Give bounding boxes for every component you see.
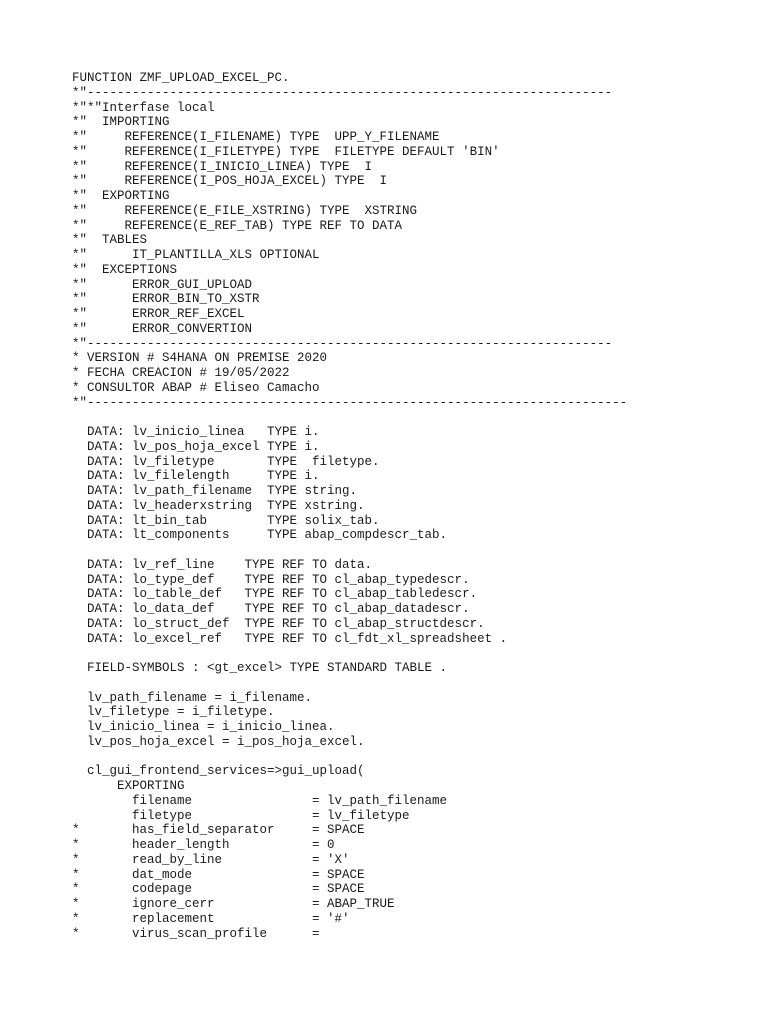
code-line: *" ERROR_BIN_TO_XSTR <box>72 292 260 307</box>
code-line: *" REFERENCE(I_INICIO_LINEA) TYPE I <box>72 159 373 174</box>
code-line: lv_inicio_linea = i_inicio_linea. <box>72 720 335 734</box>
code-line: *"------------------------------------------------------------------------ <box>72 395 628 410</box>
code-line: * codepage = SPACE <box>72 882 365 897</box>
code-line: FUNCTION ZMF_UPLOAD_EXCEL_PC. <box>72 71 290 85</box>
code-line: *" TABLES <box>72 233 148 248</box>
code-line: DATA: lv_pos_hoja_excel TYPE i. <box>72 439 320 454</box>
code-line: *" ERROR_GUI_UPLOAD <box>72 277 253 292</box>
code-line <box>72 676 752 691</box>
code-line: * virus_scan_profile = <box>72 926 320 941</box>
code-line: * replacement = '#' <box>72 911 350 926</box>
code-line: * VERSION # S4HANA ON PREMISE 2020 <box>72 351 328 366</box>
code-line: DATA: lo_excel_ref TYPE REF TO cl_fdt_xl_spreadsheet . <box>72 631 508 646</box>
code-line: DATA: lo_data_def TYPE REF TO cl_abap_datadescr. <box>72 602 470 616</box>
code-line <box>72 410 752 425</box>
code-line: DATA: lv_path_filename TYPE string. <box>72 484 358 498</box>
code-line: DATA: lo_struct_def TYPE REF TO cl_abap_structdescr. <box>72 616 485 631</box>
code-line: * has_field_separator = SPACE <box>72 823 365 838</box>
code-line: lv_path_filename = i_filename. <box>72 690 313 705</box>
code-line: *" IMPORTING <box>72 115 170 130</box>
code-line: *" REFERENCE(E_FILE_XSTRING) TYPE XSTRING <box>72 203 418 218</box>
code-line: *" ERROR_CONVERTION <box>72 321 253 336</box>
code-line: *" ERROR_REF_EXCEL <box>72 307 245 321</box>
code-line: DATA: lo_table_def TYPE REF TO cl_abap_tabledescr. <box>72 587 478 602</box>
code-line: DATA: lo_type_def TYPE REF TO cl_abap_typedescr. <box>72 572 470 587</box>
code-line: * FECHA CREACION # 19/05/2022 <box>72 366 290 380</box>
code-line: * CONSULTOR ABAP # Eliseo Camacho <box>72 380 320 395</box>
code-line: *"*"Interfase local <box>72 100 215 115</box>
code-line: filetype = lv_filetype <box>72 808 410 823</box>
code-line: DATA: lv_headerxstring TYPE xstring. <box>72 498 365 513</box>
code-line: *" IT_PLANTILLA_XLS OPTIONAL <box>72 248 320 262</box>
code-line: EXPORTING <box>72 779 185 793</box>
code-line <box>72 750 752 765</box>
code-line: * dat_mode = SPACE <box>72 867 365 882</box>
code-line: * header_length = 0 <box>72 838 335 852</box>
code-line: DATA: lv_ref_line TYPE REF TO data. <box>72 557 373 572</box>
code-line: *"---------------------------------------------------------------------- <box>72 336 613 351</box>
code-document <box>72 71 752 941</box>
code-line: * ignore_cerr = ABAP_TRUE <box>72 897 395 911</box>
code-line: filename = lv_path_filename <box>72 793 448 808</box>
code-line: DATA: lt_components TYPE abap_compdescr_tab. <box>72 528 448 543</box>
code-line: *" REFERENCE(I_POS_HOJA_EXCEL) TYPE I <box>72 174 388 189</box>
code-line: cl_gui_frontend_services=>gui_upload( <box>72 764 365 779</box>
code-line: DATA: lv_filetype TYPE filetype. <box>72 454 380 469</box>
code-line: DATA: lv_inicio_linea TYPE i. <box>72 425 320 439</box>
code-line: * read_by_line = 'X' <box>72 852 350 867</box>
code-line: FIELD-SYMBOLS : <gt_excel> TYPE STANDARD TABLE . <box>72 661 448 675</box>
code-line: *" REFERENCE(I_FILENAME) TYPE UPP_Y_FILENAME <box>72 130 440 144</box>
code-line: lv_filetype = i_filetype. <box>72 705 275 720</box>
code-line: *" EXCEPTIONS <box>72 262 178 277</box>
code-line: *" REFERENCE(I_FILETYPE) TYPE FILETYPE DEFAULT 'BIN' <box>72 144 500 159</box>
code-line: DATA: lv_filelength TYPE i. <box>72 469 320 484</box>
code-line: DATA: lt_bin_tab TYPE solix_tab. <box>72 513 380 528</box>
code-line <box>72 543 752 558</box>
code-line <box>72 646 752 661</box>
code-line: *" EXPORTING <box>72 189 170 203</box>
code-line: lv_pos_hoja_excel = i_pos_hoja_excel. <box>72 734 365 749</box>
code-line: *"---------------------------------------------------------------------- <box>72 85 613 100</box>
code-line: *" REFERENCE(E_REF_TAB) TYPE REF TO DATA <box>72 218 403 233</box>
